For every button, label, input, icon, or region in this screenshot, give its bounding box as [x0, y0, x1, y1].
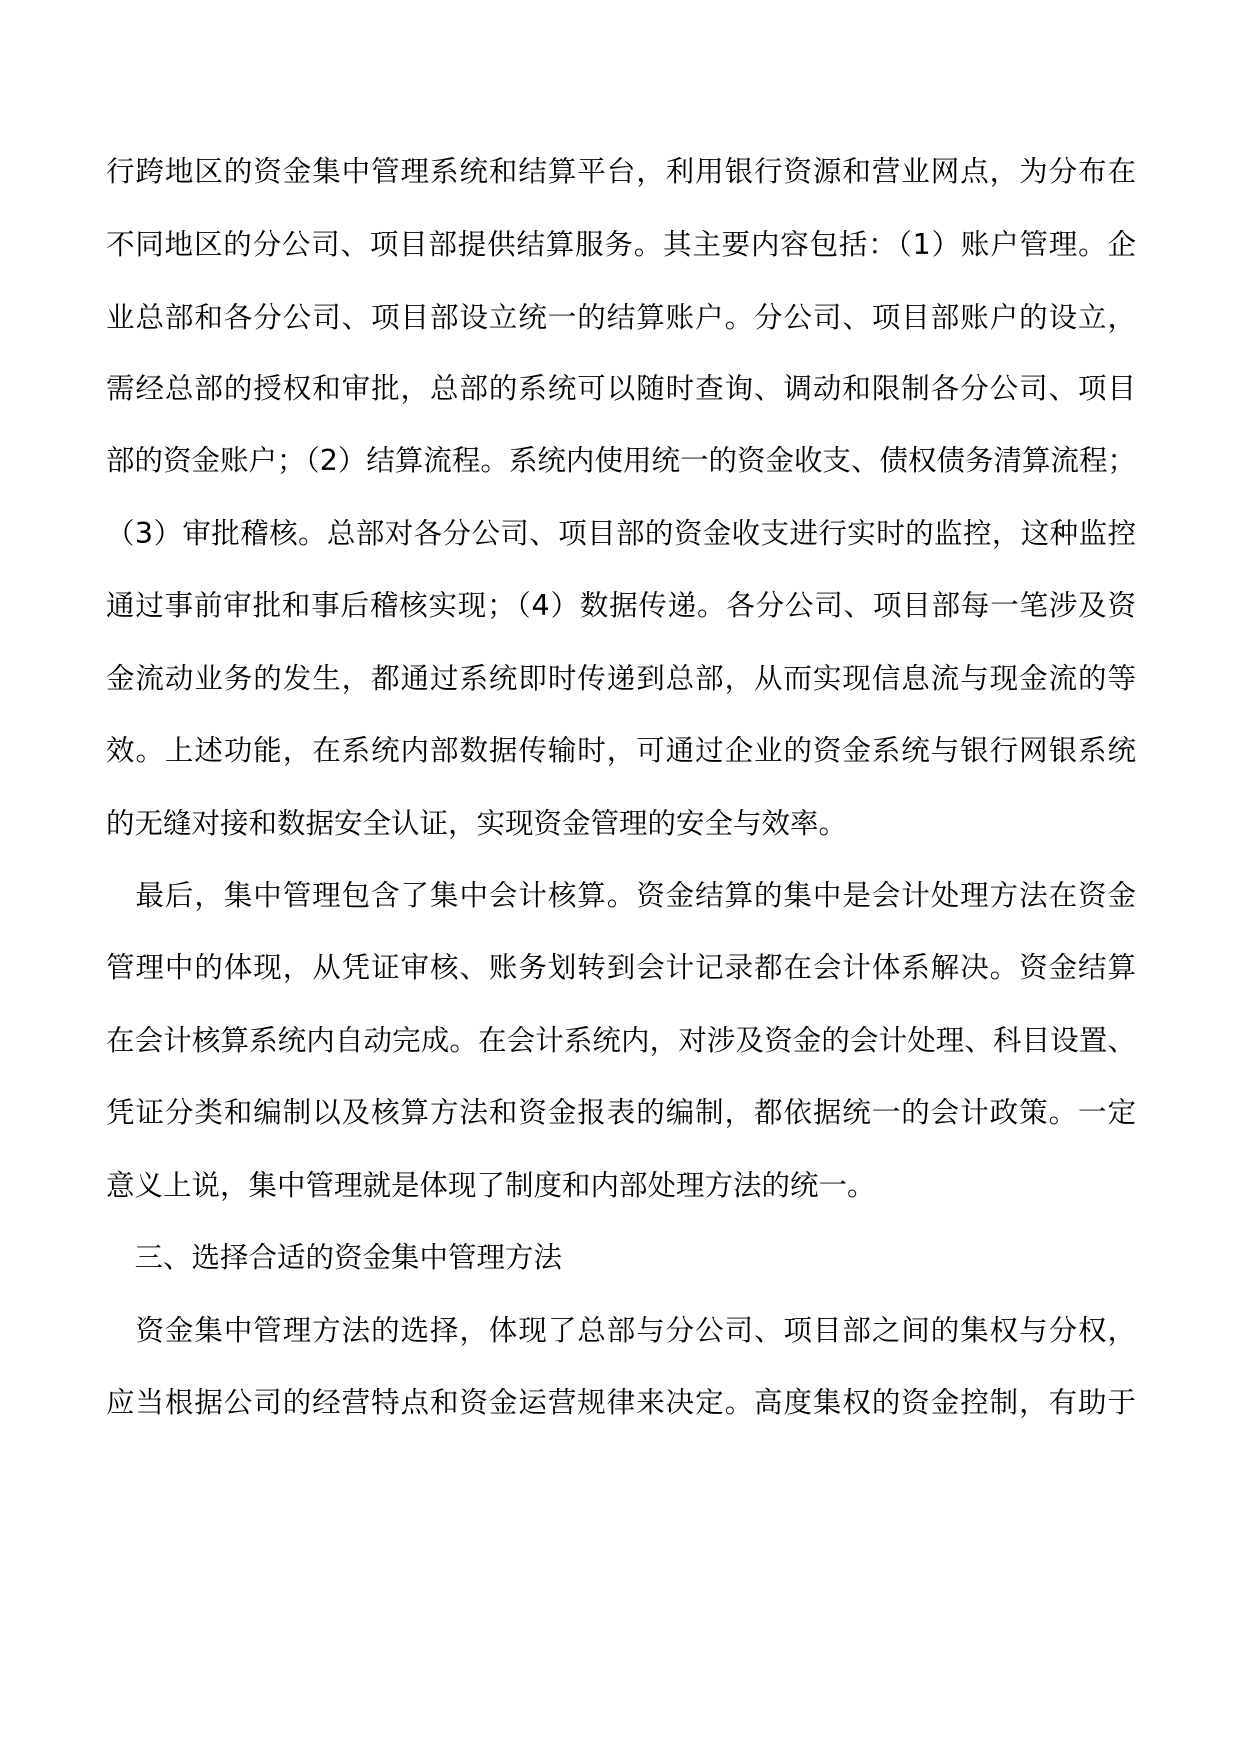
paragraph-line: 最后，集中管理包含了集中会计核算。资金结算的集中是会计处理方法在资金: [106, 879, 1136, 912]
paragraph-line: 效。上述功能，在系统内部数据传输时，可通过企业的资金系统与银行网银系统: [106, 734, 1136, 767]
paragraph-line: 资金集中管理方法的选择，体现了总部与分公司、项目部之间的集权与分权，: [106, 1314, 1136, 1347]
paragraph-line: 凭证分类和编制以及核算方法和资金报表的编制，都依据统一的会计政策。一定: [106, 1096, 1136, 1129]
paragraph-line: 需经总部的授权和审批，总部的系统可以随时查询、调动和限制各分公司、项目: [106, 372, 1136, 405]
paragraph-line: 行跨地区的资金集中管理系统和结算平台，利用银行资源和营业网点，为分布在: [106, 155, 1136, 188]
section-heading: 三、选择合适的资金集中管理方法: [106, 1241, 563, 1274]
paragraph-line: 通过事前审批和事后稽核实现；（4）数据传递。各分公司、项目部每一笔涉及资: [106, 589, 1136, 622]
paragraph-line: 的无缝对接和数据安全认证，实现资金管理的安全与效率。: [106, 807, 848, 840]
paragraph-line: 应当根据公司的经营特点和资金运营规律来决定。高度集权的资金控制，有助于: [106, 1386, 1136, 1419]
paragraph-line: 不同地区的分公司、项目部提供结算服务。其主要内容包括：（1）账户管理。企: [106, 228, 1136, 261]
paragraph-line: 部的资金账户；（2）结算流程。系统内使用统一的资金收支、债权债务清算流程；: [106, 444, 1136, 477]
paragraph-line: 业总部和各分公司、项目部设立统一的结算账户。分公司、项目部账户的设立，: [106, 301, 1136, 334]
paragraph-line: 在会计核算系统内自动完成。在会计系统内，对涉及资金的会计处理、科目设置、: [106, 1024, 1136, 1057]
paragraph-line: 管理中的体现，从凭证审核、账务划转到会计记录都在会计体系解决。资金结算: [106, 951, 1136, 984]
paragraph-line: 金流动业务的发生，都通过系统即时传递到总部，从而实现信息流与现金流的等: [106, 662, 1136, 695]
paragraph-line: （3）审批稽核。总部对各分公司、项目部的资金收支进行实时的监控，这种监控: [106, 517, 1136, 550]
paragraph-line: 意义上说，集中管理就是体现了制度和内部处理方法的统一。: [106, 1169, 876, 1202]
